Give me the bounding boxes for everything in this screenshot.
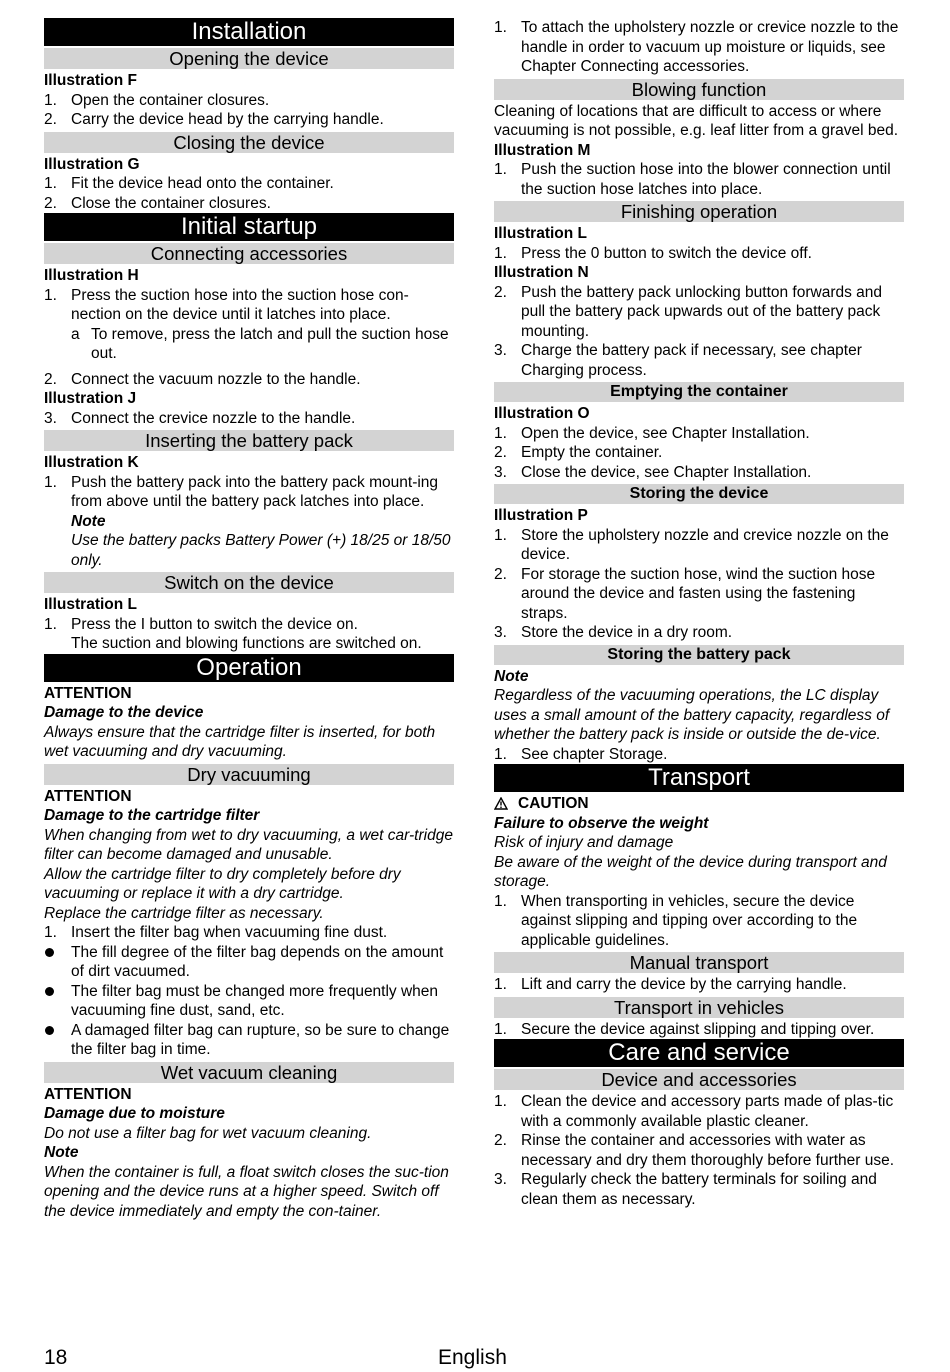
list-number: 2.	[44, 194, 57, 212]
list-item	[494, 565, 904, 624]
list-item	[494, 526, 904, 565]
list-text: Connect the crevice nozzle to the handle.	[71, 409, 356, 427]
list-number: 1.	[44, 91, 57, 109]
hazard-text: Be aware of the weight of the device during transport and storage.	[494, 853, 887, 890]
list-number: 1.	[44, 473, 57, 491]
left-column	[44, 18, 454, 1221]
list-number: 3.	[494, 342, 507, 359]
list-number: 1.	[44, 286, 57, 304]
subsection-heading-manual-transport: Manual transport	[494, 952, 904, 973]
subsection-heading-dry-vacuuming: Dry vacuuming	[44, 764, 454, 785]
attention-label: ATTENTION	[44, 787, 132, 805]
list-number: 1.	[494, 976, 507, 993]
section-heading-operation: Operation	[44, 654, 454, 682]
list-text: Press the suction hose into the suction hose con-nection on the device until it latches into place.	[71, 286, 409, 323]
list-text: Open the device, see Chapter Installation.	[521, 424, 810, 442]
list-number: 1.	[44, 615, 57, 633]
list-item	[494, 160, 904, 199]
list-item	[494, 463, 904, 483]
list-item	[494, 283, 904, 342]
hazard-text: Allow the cartridge filter to dry completely before dry vacuuming or replace it with a dry cartridge.	[44, 865, 401, 902]
list-number: 1.	[494, 526, 507, 544]
caution-text: CAUTION	[518, 795, 589, 812]
list-item	[494, 745, 904, 765]
list-text: See chapter Storage.	[521, 745, 668, 763]
subsection-heading-switch-on: Switch on the device	[44, 572, 454, 593]
list-number: 2.	[44, 370, 57, 388]
note-text: Regardless of the vacuuming operations, the LC display uses a small amount of the battery capacity, regardless of whether the battery pack is inside or outside the de-vice.	[494, 687, 890, 743]
list-number: 3.	[494, 1171, 507, 1188]
attention-label: ATTENTION	[44, 684, 132, 702]
list-item	[44, 110, 454, 130]
list-text: Store the upholstery nozzle and crevice nozzle on the device.	[521, 526, 889, 563]
right-column	[494, 18, 904, 1209]
list-text: Close the device, see Chapter Installation.	[521, 463, 812, 481]
illustration-label: Illustration N	[494, 264, 589, 281]
list-number: 3.	[494, 624, 507, 641]
list-item	[494, 443, 904, 463]
list-item	[494, 18, 904, 77]
list-text: Press the I button to switch the device on.	[71, 615, 358, 633]
hazard-title: Damage to the device	[44, 704, 204, 721]
list-text: Clean the device and accessory parts made of plas-tic with a commonly available plastic cleaner.	[521, 1093, 894, 1130]
list-text: Charge the battery pack if necessary, see chapter Charging process.	[521, 342, 862, 379]
list-item	[494, 623, 904, 643]
list-text: When transporting in vehicles, secure the device against slipping and tipping over according to the applicable guidelines.	[521, 892, 858, 949]
subsection-heading-emptying-container: Emptying the container	[494, 382, 904, 402]
list-text: To remove, press the latch and pull the suction hose out.	[91, 325, 449, 362]
list-letter: a	[71, 325, 80, 343]
list-item	[44, 370, 454, 390]
list-item	[44, 194, 454, 214]
list-result-text: The suction and blowing functions are switched on.	[71, 635, 422, 652]
note-block	[44, 512, 454, 571]
list-item	[44, 409, 454, 429]
subsection-heading-blowing-function: Blowing function	[494, 79, 904, 100]
hazard-title: Damage due to moisture	[44, 1105, 225, 1122]
list-item	[494, 341, 904, 380]
list-number: 1.	[494, 424, 507, 442]
bullet-item	[44, 982, 454, 1021]
list-text: Push the battery pack unlocking button forwards and pull the battery pack upwards out of the battery pack mounting.	[521, 283, 883, 340]
list-number: 1.	[494, 1020, 507, 1038]
list-text: Close the container closures.	[71, 194, 271, 212]
hazard-text: Risk of injury and damage	[494, 834, 674, 851]
subsection-heading-wet-cleaning: Wet vacuum cleaning	[44, 1062, 454, 1083]
list-item	[494, 1170, 904, 1209]
subsection-heading-storing-battery: Storing the battery pack	[494, 645, 904, 665]
list-number: 1.	[494, 892, 507, 910]
list-text: Open the container closures.	[71, 91, 270, 109]
list-text: To attach the upholstery nozzle or crevice nozzle to the handle in order to vacuum up moisture or liquids, see Chapter Connecting accessories.	[521, 19, 899, 75]
list-text: Press the 0 button to switch the device off.	[521, 244, 812, 262]
list-text: Carry the device head by the carrying handle.	[71, 111, 384, 128]
hazard-text: Do not use a filter bag for wet vacuum cleaning.	[44, 1124, 372, 1142]
list-text: For storage the suction hose, wind the suction hose around the device and fasten using the fastening straps.	[521, 565, 876, 622]
list-subitem	[44, 325, 454, 364]
hazard-text: When changing from wet to dry vacuuming, a wet car-tridge filter can become damaged and unusable.	[44, 826, 453, 863]
warning-triangle-icon	[494, 794, 518, 814]
bullet-item	[44, 1021, 454, 1060]
list-number: 2.	[494, 565, 507, 583]
list-number: 2.	[494, 1132, 507, 1149]
list-number: 2.	[44, 111, 57, 128]
list-text: Push the suction hose into the blower connection until the suction hose latches into place.	[521, 161, 891, 198]
list-number: 1.	[494, 244, 507, 262]
list-number: 3.	[494, 463, 507, 481]
list-text: Rinse the container and accessories with water as necessary and dry them thoroughly before further use.	[521, 1132, 895, 1169]
bullet-item	[44, 943, 454, 982]
list-number: 2.	[494, 283, 507, 301]
list-item	[494, 1020, 904, 1040]
list-number: 1.	[494, 745, 507, 763]
list-text: Connect the vacuum nozzle to the handle.	[71, 370, 361, 388]
hazard-text: Always ensure that the cartridge filter is inserted, for both wet vacuuming and dry vacuuming.	[44, 723, 436, 760]
subsection-heading-device-accessories: Device and accessories	[494, 1069, 904, 1090]
list-number: 1.	[494, 1093, 507, 1110]
section-heading-installation: Installation	[44, 18, 454, 46]
illustration-label: Illustration L	[494, 225, 587, 242]
subsection-heading-closing-device: Closing the device	[44, 132, 454, 153]
bullet-text: The fill degree of the filter bag depends on the amount of dirt vacuumed.	[71, 943, 444, 980]
list-text: Regularly check the battery terminals for soiling and clean them as necessary.	[521, 1171, 877, 1208]
bullet-dot-icon	[45, 1026, 54, 1035]
page-number: 18	[44, 1346, 68, 1369]
list-item	[494, 244, 904, 264]
note-label: Note	[71, 512, 106, 530]
illustration-label: Illustration J	[44, 390, 137, 407]
illustration-label: Illustration K	[44, 454, 139, 471]
section-heading-transport: Transport	[494, 764, 904, 792]
subsection-heading-connecting-accessories: Connecting accessories	[44, 243, 454, 264]
subsection-heading-transport-vehicles: Transport in vehicles	[494, 997, 904, 1018]
list-item	[494, 1092, 904, 1131]
hazard-title: Failure to observe the weight	[494, 814, 709, 832]
list-text: Fit the device head onto the container.	[71, 175, 334, 192]
list-text: Lift and carry the device by the carrying handle.	[521, 976, 847, 993]
list-text: Insert the filter bag when vacuuming fine dust.	[71, 924, 388, 941]
section-heading-care-service: Care and service	[494, 1039, 904, 1067]
list-item	[494, 975, 904, 995]
illustration-label: Illustration L	[44, 596, 137, 613]
illustration-label: Illustration F	[44, 72, 137, 89]
list-text: Push the battery pack into the battery pack mount-ing from above until the battery pack latches into place.	[71, 473, 439, 510]
bullet-text: The filter bag must be changed more frequently when vacuuming fine dust, sand, etc.	[71, 982, 439, 1019]
illustration-label: Illustration M	[494, 141, 591, 159]
bullet-dot-icon	[45, 987, 54, 996]
list-number: 1.	[44, 175, 57, 192]
list-item	[44, 91, 454, 111]
illustration-label: Illustration H	[44, 267, 139, 284]
list-number: 1.	[494, 19, 507, 36]
list-text: Store the device in a dry room.	[521, 624, 733, 641]
list-item	[44, 615, 454, 654]
hazard-text: Replace the cartridge filter as necessary.	[44, 904, 324, 922]
list-number: 1.	[44, 924, 57, 941]
list-number: 3.	[44, 409, 57, 427]
bullet-dot-icon	[45, 948, 54, 957]
illustration-label: Illustration O	[494, 405, 590, 422]
caution-label	[494, 794, 904, 814]
note-label: Note	[44, 1144, 79, 1161]
list-item	[44, 174, 454, 194]
section-heading-initial-startup: Initial startup	[44, 213, 454, 241]
language-label: English	[438, 1346, 507, 1369]
hazard-title: Damage to the cartridge filter	[44, 807, 260, 824]
list-item	[44, 286, 454, 325]
list-number: 1.	[494, 161, 507, 178]
note-text: When the container is full, a float switch closes the suc-tion opening and the device runs at a higher speed. Switch off the device immediately and empty the con-tainer.	[44, 1163, 449, 1220]
bullet-text: A damaged filter bag can rupture, so be sure to change the filter bag in time.	[71, 1021, 450, 1058]
list-text: Empty the container.	[521, 444, 663, 461]
list-number: 2.	[494, 444, 507, 461]
list-item	[494, 424, 904, 444]
note-text: Use the battery packs Battery Power (+) 18/25 or 18/50 only.	[71, 532, 451, 569]
subsection-heading-inserting-battery: Inserting the battery pack	[44, 430, 454, 451]
attention-label: ATTENTION	[44, 1085, 132, 1103]
list-item	[44, 473, 454, 512]
list-text: Secure the device against slipping and tipping over.	[521, 1020, 875, 1038]
subsection-heading-finishing-operation: Finishing operation	[494, 201, 904, 222]
list-item	[494, 1131, 904, 1170]
list-item	[44, 923, 454, 943]
paragraph: Cleaning of locations that are difficult to access or where vacuuming is not possible, e.g. leaf litter from a gravel bed.	[494, 102, 899, 139]
subsection-heading-storing-device: Storing the device	[494, 484, 904, 504]
subsection-heading-opening-device: Opening the device	[44, 48, 454, 69]
illustration-label: Illustration P	[494, 507, 588, 524]
note-label: Note	[494, 667, 529, 685]
illustration-label: Illustration G	[44, 155, 140, 173]
list-item	[494, 892, 904, 951]
